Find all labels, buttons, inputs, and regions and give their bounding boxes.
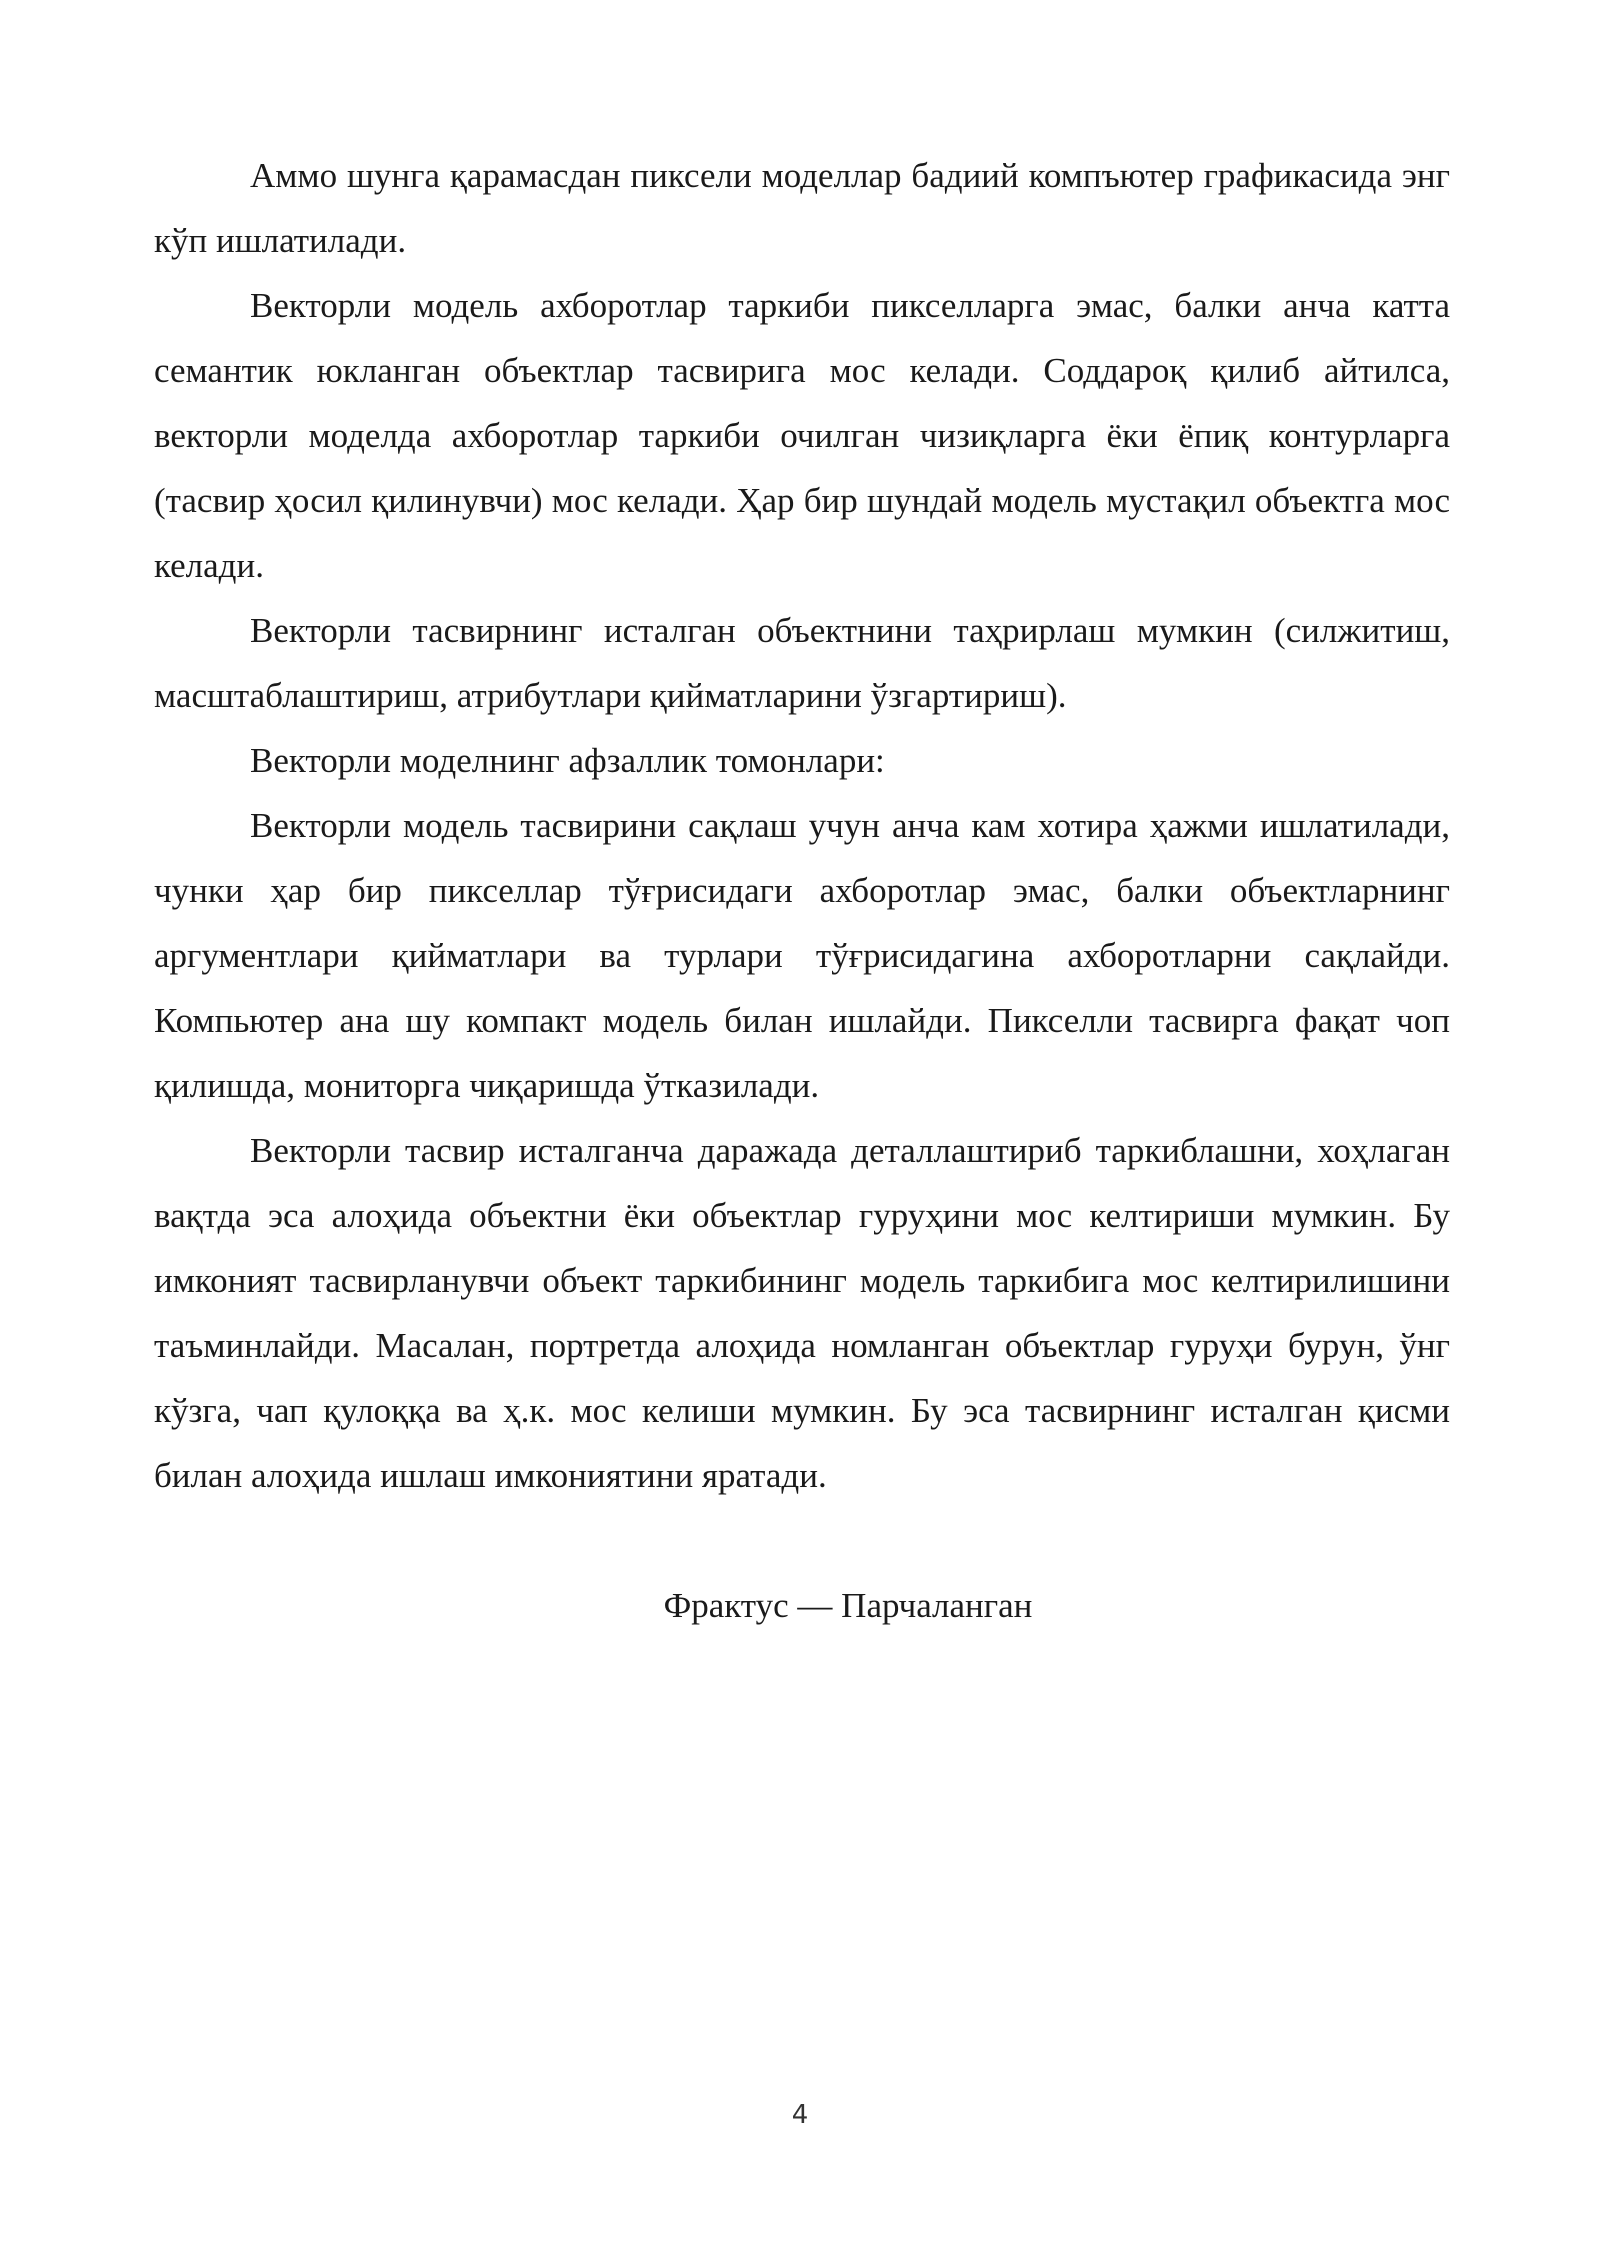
page-number: 4 [791, 2100, 809, 2130]
paragraph: Аммо шунга қарамасдан пиксели моделлар бадиий компъютер графикасида энг кўп ишлатилади. [154, 156, 1450, 260]
paragraph: Векторли тасвир исталганча даражада деталлаштириб таркиблашни, хоҳлаган вақтда эса алоҳида объектни ёки объектлар гуруҳини мос келтириши мумкин. Бу имконият тасвирланувчи объект таркибининг модель таркибига мос келтирилишини таъминлайди. Масалан, портретда алоҳида номланган объектлар гуруҳи бурун, ўнг кўзга, чап қулоққа ва ҳ.к. мос келиши мумкин. Бу эса тасвирнинг исталган қисми билан алоҳида ишлаш имкониятини яратади. [154, 1131, 1450, 1495]
paragraph: Векторли моделнинг афзаллик томонлари: [250, 741, 885, 780]
paragraph: Векторли модель тасвирини сақлаш учун анча кам хотира ҳажми ишлатилади, чунки ҳар бир пикселлар тўғрисидаги ахборотлар эмас, балки объектларнинг аргументлари қийматлари ва турлари тўғрисидагина ахборотларни сақлайди. Компьютер ана шу компакт модель билан ишлайди. Пикселли тасвирга фақат чоп қилишда, мониторга чиқаришда ўтказилади. [154, 806, 1450, 1105]
paragraph: Векторли тасвирнинг исталган объектнини таҳрирлаш мумкин (силжитиш, масштаблаштириш, атрибутлари қийматларини ўзгартириш). [154, 611, 1450, 715]
figure-caption: Фрактус — Парчаланган [663, 1586, 1033, 1625]
body-text [154, 143, 1450, 1508]
paragraph: Векторли модель ахборотлар таркиби пикселларга эмас, балки анча катта семантик юкланган объектлар тасвирига мос келади. Соддароқ қилиб айтилса, векторли моделда ахборотлар таркиби очилган чизиқларга ёки ёпиқ контурларга (тасвир ҳосил қилинувчи) мос келади. Ҳар бир шундай модель мустақил объектга мос келади. [154, 286, 1450, 585]
